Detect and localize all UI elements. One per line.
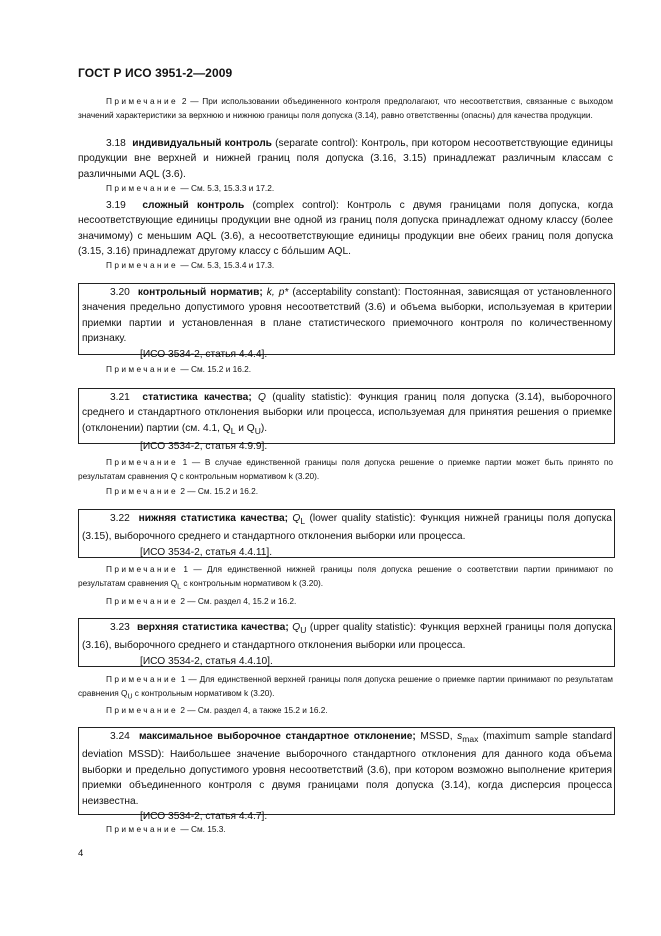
definition-box-3-24: 3.24 максимальное выборочное стандартное отклонение; MSSD, $s_{max}$ (maximum sample standard deviation MSSD): Наибольшее значение выборочного стандартного отклонения для данного кода объема выборки и предельно допустимого уровня несоответствий (3.6), при котором возможно выполнение критерия приемки объединенного контроля с двумя границами поля допуска (3.14), когда дисперсия процесса неизвестна. [ИСО 3534-2, статья 4.4.7].	[78, 727, 615, 815]
definition-box-3-21: 3.21 статистика качества; Q (quality statistic): Функция границ поля допуска (3.14), выборочного среднего и стандартного отклонения выборки или процесса, используемая для принятия решения о приемке (отклонении) партии (см. 4.1, $Q_L$ и $Q_U$). [ИСО 3534-2, статья 4.9.9].	[78, 388, 615, 444]
note-3-23-2: Примечание 2 — См. раздел 4, а также 15.2 и 16.2.	[106, 705, 328, 715]
reference: [ИСО 3534-2, статья 4.4.11].	[140, 546, 273, 558]
note-3-21-2: Примечание 2 — См. 15.2 и 16.2.	[106, 486, 259, 496]
note-3-21-1: Примечание 1 — В случае единственной границы поля допуска решение о приемке партии может быть принято по результатам сравнения Q с контрольным нормативом k (3.20).	[78, 457, 614, 481]
reference: [ИСО 3534-2, статья 4.4.10].	[140, 655, 273, 667]
note-3-19: Примечание — См. 5.3, 15.3.4 и 17.3.	[106, 260, 275, 270]
definition-box-3-23: 3.23 верхняя статистика качества; $Q_U$ (upper quality statistic): Функция верхней границы поля допуска (3.16), выборочного среднего и стандартного отклонения выборки или процесса. [ИСО 3534-2, статья 4.4.10].	[78, 618, 615, 667]
note-3-22-2: Примечание 2 — См. раздел 4, 15.2 и 16.2.	[106, 596, 297, 606]
reference: [ИСО 3534-2, статья 4.9.9].	[140, 441, 268, 453]
note-3-20: Примечание — См. 15.2 и 16.2.	[106, 364, 252, 374]
reference: [ИСО 3534-2, статья 4.4.4].	[140, 348, 268, 360]
note-3-18: Примечание — См. 5.3, 15.3.3 и 17.2.	[106, 183, 275, 193]
reference: [ИСО 3534-2, статья 4.4.7].	[140, 811, 268, 823]
page-header: ГОСТ Р ИСО 3951-2—2009	[78, 66, 233, 80]
note-top: Примечание 2 — При использовании объединенного контроля предполагают, что несоответствия, связанные с выходом значений характеристики за верхнюю и нижнюю границы поля допуска (3.14), равно ответственны (опасны) для качества продукции.	[78, 96, 613, 120]
note-3-23-1: Примечание 1 — Для единственной верхней границы поля допуска решение о приемке партии принимают по результатам сравнения $Q_U$ с контрольным нормативом k (3.20).	[78, 674, 613, 701]
note-3-22-1: Примечание 1 — Для единственной нижней границы поля допуска решение о соответствии партии принимают по результатам сравнения $Q_L$ с контрольным нормативом k (3.20).	[78, 564, 614, 591]
page-number: 4	[78, 848, 84, 859]
definition-box-3-20: 3.20 контрольный норматив; k, p* (acceptability constant): Постоянная, зависящая от установленного значения предельно допустимого уровня несоответствий (3.6) и объема выборки, используемая в критерии приемки партии и установленная в плане статистического приемочного контроля по количественному признаку. [ИСО 3534-2, статья 4.4.4].	[78, 283, 615, 355]
note-3-24: Примечание — См. 15.3.	[106, 824, 226, 834]
term-3-18: 3.18 индивидуальный контроль (separate control): Контроль, при котором несоответствующие единицы продукции вне верхней и нижней границ поля допуска (3.16, 3.15) принадлежат различным классам с различными AQL (3.6).	[78, 138, 613, 180]
term-3-19: 3.19 сложный контроль (complex control): Контроль с двумя границами поля допуска, когда несоответствующие единицы продукции вне одной из границ поля допуска принадлежат одному классу (более значимому) с меньшим AQL (3.6), а несоответствующие единицы продукции вне обеих границ поля допуска (3.15, 3.16) принадлежат другому классу с бо́льшим AQL.	[78, 200, 613, 258]
definition-box-3-22: 3.22 нижняя статистика качества; $Q_L$ (lower quality statistic): Функция нижней границы поля допуска (3.15), выборочного среднего и стандартного отклонения выборки или процесса. [ИСО 3534-2, статья 4.4.11].	[78, 509, 615, 558]
